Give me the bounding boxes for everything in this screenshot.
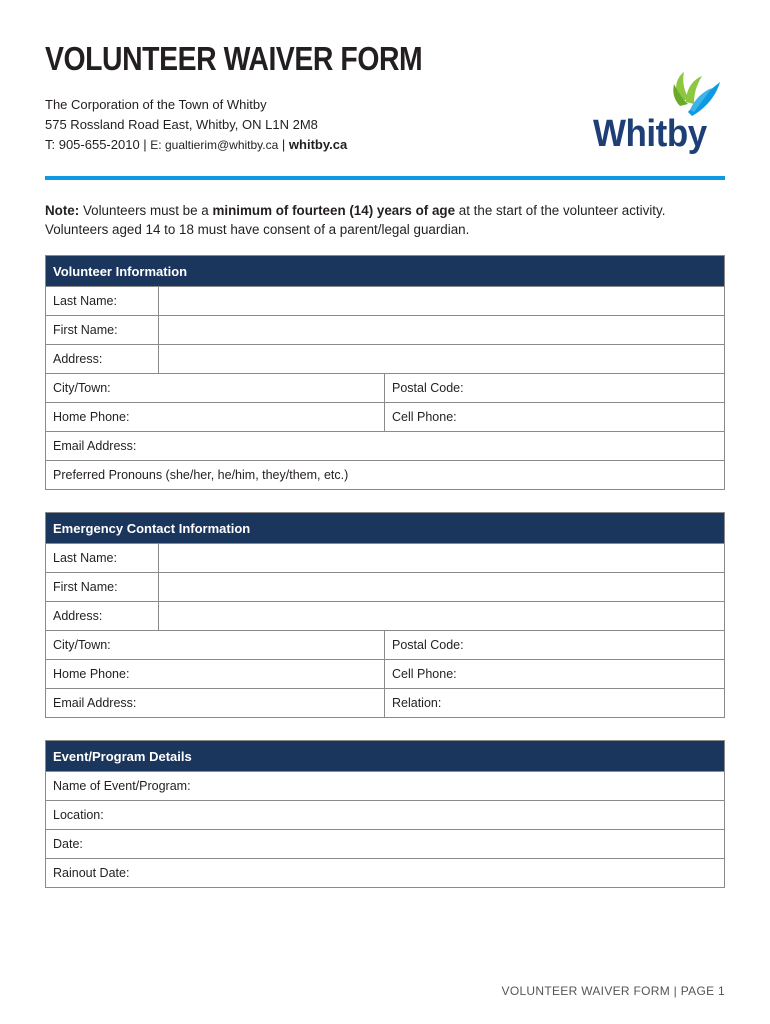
last-name-field[interactable] bbox=[159, 287, 724, 315]
form-row bbox=[46, 858, 724, 887]
address-label: Address: bbox=[46, 602, 159, 630]
note-emphasis: minimum of fourteen (14) years of age bbox=[212, 203, 456, 218]
contact-phone: T: 905-655-2010 bbox=[45, 137, 140, 152]
cell-phone-field[interactable]: Cell Phone: bbox=[392, 410, 457, 424]
event-name-field[interactable]: Name of Event/Program: bbox=[53, 779, 191, 793]
form-row bbox=[46, 431, 724, 460]
page-title: VOLUNTEER WAIVER FORM bbox=[45, 40, 423, 77]
page-footer: VOLUNTEER WAIVER FORM | PAGE 1 bbox=[501, 984, 725, 998]
organization-address: 575 Rossland Road East, Whitby, ON L1N 2M8 bbox=[45, 117, 318, 132]
form-row bbox=[46, 373, 724, 402]
form-row bbox=[46, 286, 724, 315]
form-row bbox=[46, 460, 724, 489]
note-text: Volunteers must be a bbox=[79, 203, 213, 218]
form-row bbox=[46, 688, 724, 717]
volunteer-information-section bbox=[45, 255, 725, 490]
location-field[interactable]: Location: bbox=[53, 808, 104, 822]
form-row bbox=[46, 601, 724, 630]
form-row bbox=[46, 771, 724, 800]
address-field[interactable] bbox=[159, 345, 724, 373]
rainout-date-field[interactable]: Rainout Date: bbox=[53, 866, 130, 880]
section-heading: Emergency Contact Information bbox=[46, 513, 724, 543]
city-field[interactable]: City/Town: bbox=[46, 374, 385, 402]
contact-separator: | bbox=[139, 137, 151, 152]
event-details-section bbox=[45, 740, 725, 888]
whitby-logo: Whitby bbox=[593, 113, 707, 155]
form-row bbox=[46, 800, 724, 829]
note-label: Note: bbox=[45, 203, 80, 218]
form-row bbox=[46, 829, 724, 858]
section-heading: Event/Program Details bbox=[46, 741, 724, 771]
cell-phone-field[interactable]: Cell Phone: bbox=[392, 667, 457, 681]
organization-name: The Corporation of the Town of Whitby bbox=[45, 97, 267, 112]
contact-email[interactable]: E: gualtierim@whitby.ca bbox=[150, 138, 279, 152]
age-note bbox=[45, 201, 725, 239]
form-row bbox=[46, 630, 724, 659]
last-name-label: Last Name: bbox=[46, 544, 159, 572]
contact-separator: | bbox=[278, 137, 289, 152]
form-row bbox=[46, 543, 724, 572]
note-text: at the start of the volunteer activity. Volunteers aged 14 to 18 must have consent of a parent/legal guardian. bbox=[45, 203, 666, 237]
form-row bbox=[46, 315, 724, 344]
last-name-label: Last Name: bbox=[46, 287, 159, 315]
form-row bbox=[46, 344, 724, 373]
home-phone-field[interactable]: Home Phone: bbox=[46, 403, 385, 431]
form-row bbox=[46, 402, 724, 431]
pronouns-field[interactable]: Preferred Pronouns (she/her, he/him, they/them, etc.) bbox=[53, 468, 349, 482]
emergency-contact-section bbox=[45, 512, 725, 718]
contact-line bbox=[45, 137, 347, 152]
section-heading: Volunteer Information bbox=[46, 256, 724, 286]
postal-code-field[interactable]: Postal Code: bbox=[392, 638, 464, 652]
home-phone-field[interactable]: Home Phone: bbox=[46, 660, 385, 688]
form-row bbox=[46, 572, 724, 601]
header-divider bbox=[45, 176, 725, 180]
date-field[interactable]: Date: bbox=[53, 837, 83, 851]
form-row bbox=[46, 659, 724, 688]
address-label: Address: bbox=[46, 345, 159, 373]
website-link[interactable]: whitby.ca bbox=[288, 137, 348, 152]
first-name-label: First Name: bbox=[46, 316, 159, 344]
city-field[interactable]: City/Town: bbox=[46, 631, 385, 659]
email-field[interactable]: Email Address: bbox=[53, 439, 137, 453]
first-name-field[interactable] bbox=[159, 316, 724, 344]
first-name-field[interactable] bbox=[159, 573, 724, 601]
last-name-field[interactable] bbox=[159, 544, 724, 572]
first-name-label: First Name: bbox=[46, 573, 159, 601]
postal-code-field[interactable]: Postal Code: bbox=[392, 381, 464, 395]
email-field[interactable]: Email Address: bbox=[46, 689, 385, 717]
relation-field[interactable]: Relation: bbox=[392, 696, 442, 710]
address-field[interactable] bbox=[159, 602, 724, 630]
